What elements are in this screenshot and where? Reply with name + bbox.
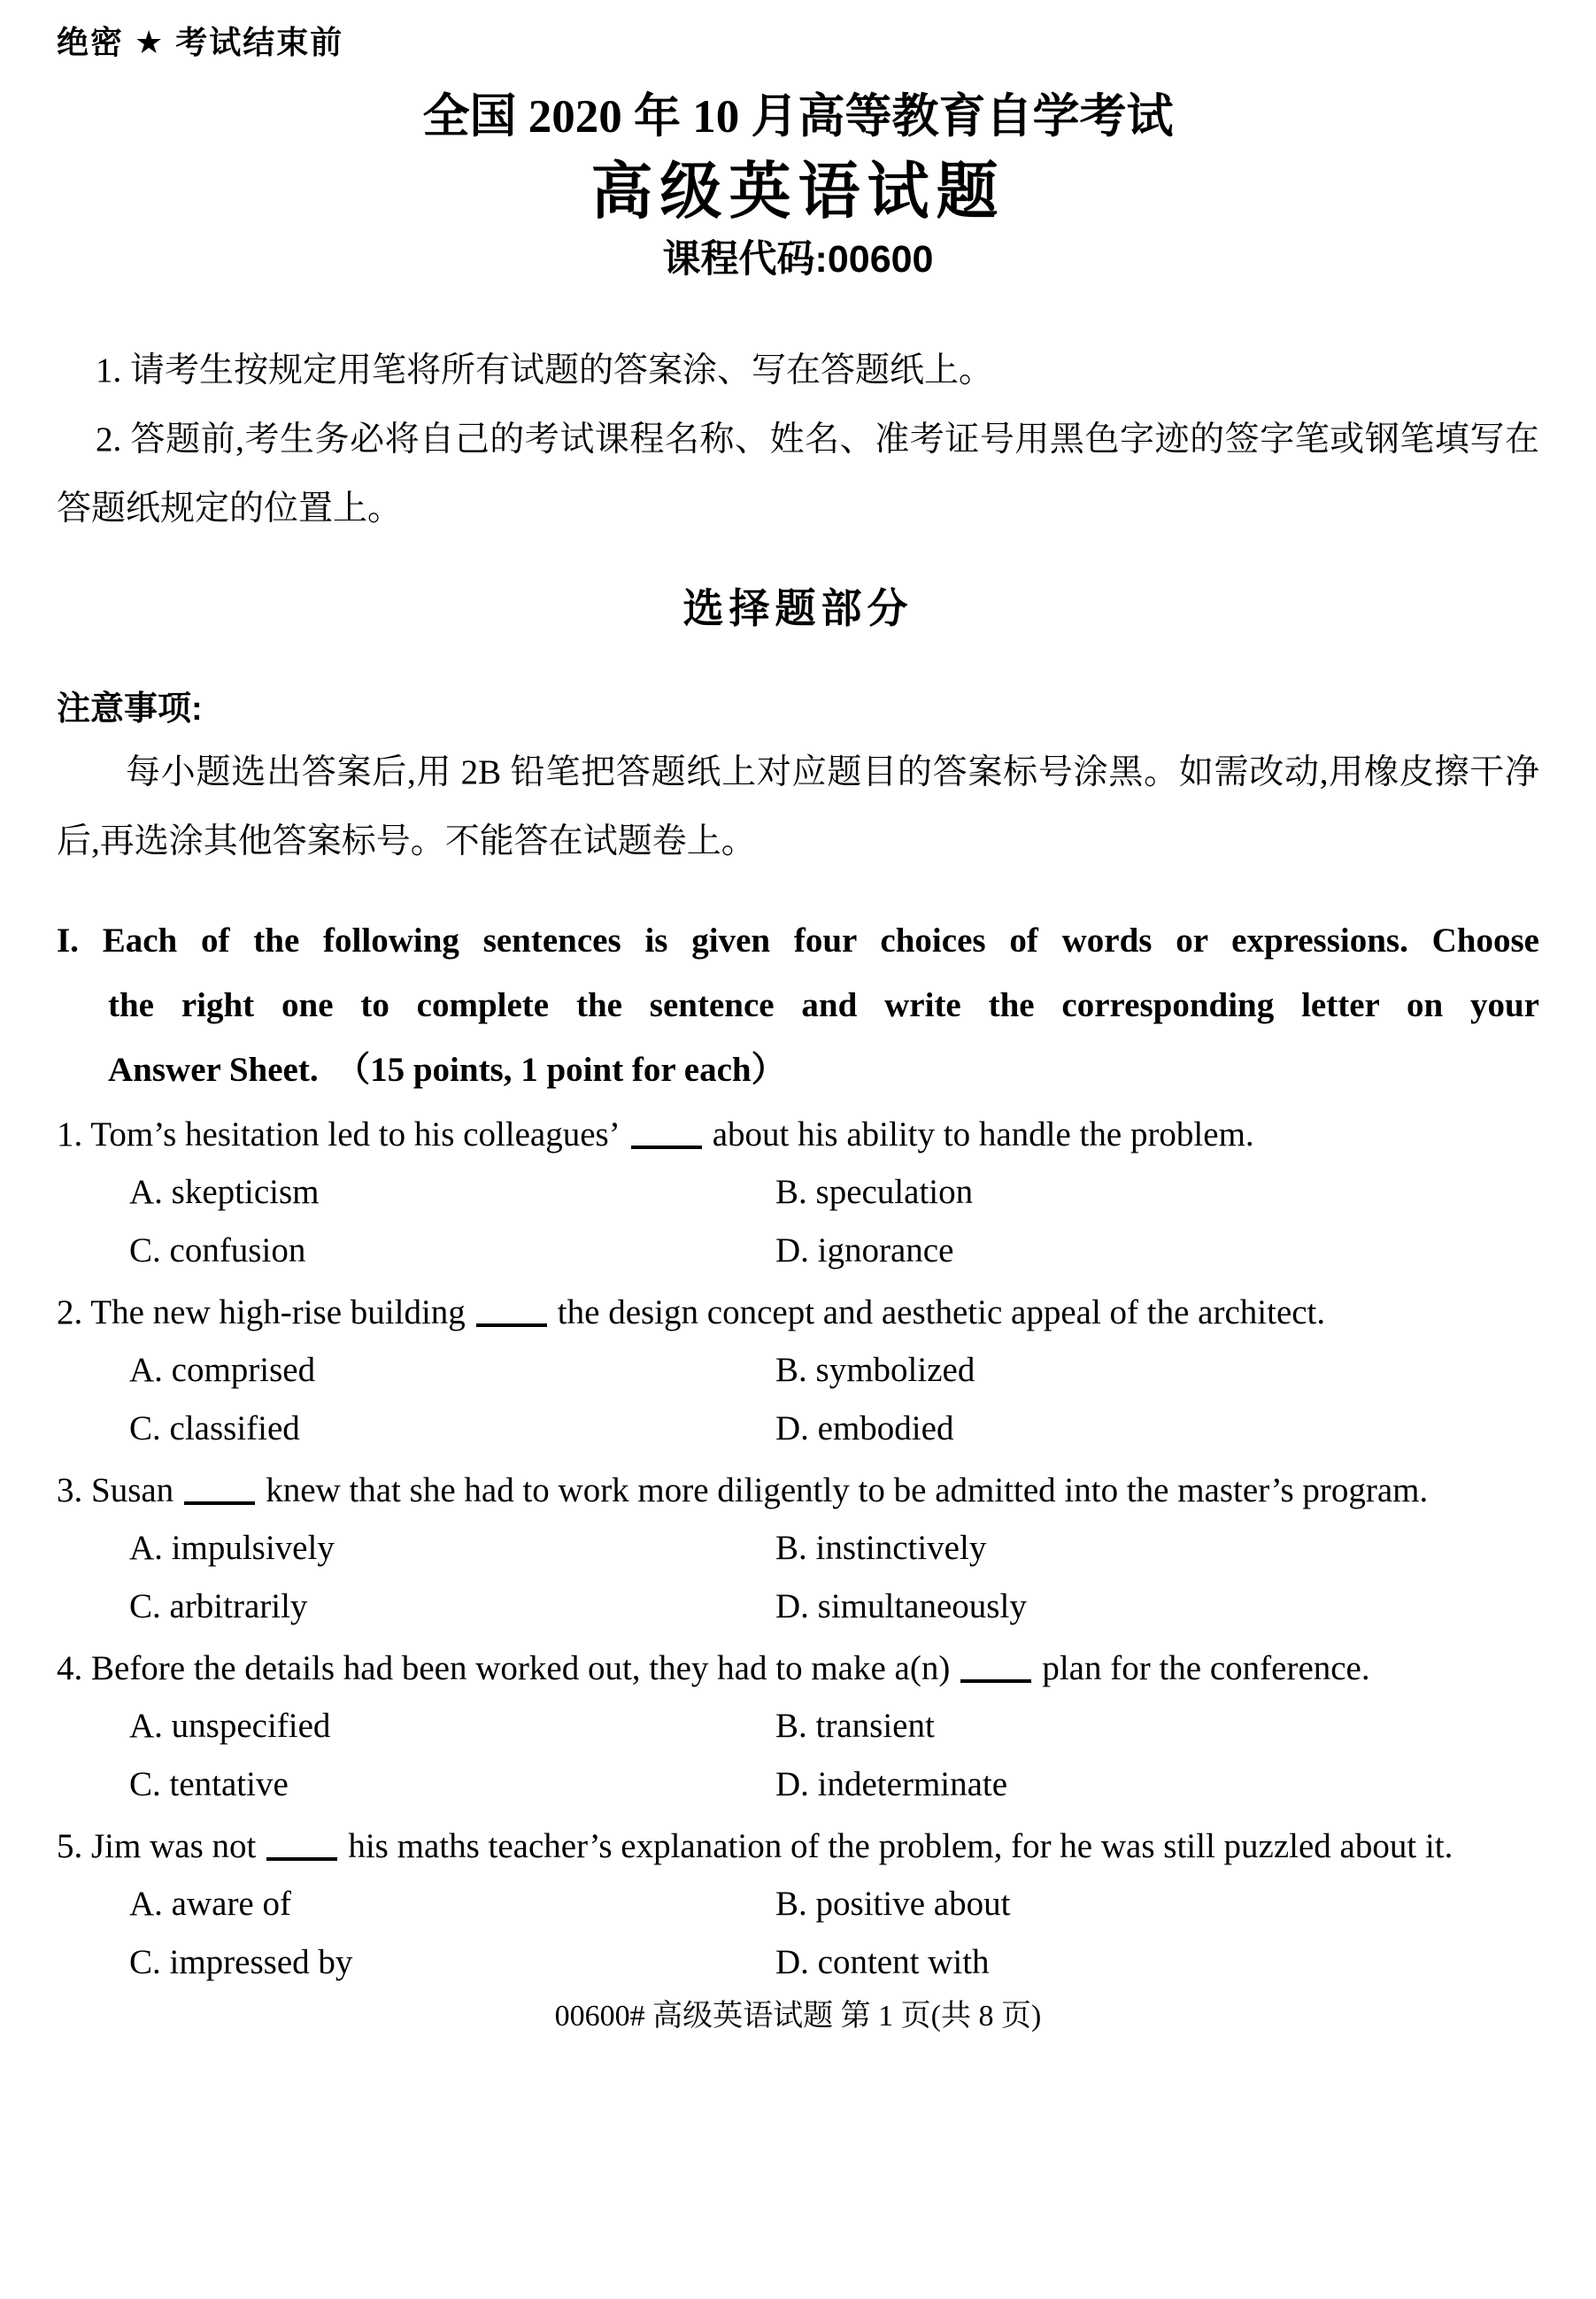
question-5-option-d: D. content with (775, 1943, 990, 1981)
question-5-text-before-blank: Jim was not (91, 1827, 257, 1865)
question-3-option-a: A. impulsively (129, 1529, 335, 1567)
question-1-option-a: A. skepticism (129, 1173, 320, 1211)
question-5-text-after-blank: his maths teacher’s explanation of the problem, for he was still puzzled about it. (348, 1827, 1453, 1865)
choice-section-heading: 选择题部分 (682, 585, 914, 631)
secrecy-notice: 绝密 ★ 考试结束前 (57, 24, 344, 60)
question-3-options (57, 1523, 1539, 1632)
question-5-answer-blank (266, 1850, 337, 1861)
question-4-text-before-blank: Before the details had been worked out, they had to make a(n) (91, 1649, 951, 1687)
question-5-option-b: B. positive about (775, 1885, 1011, 1923)
question-4-option-c: C. tentative (129, 1765, 289, 1803)
question-2-text-before-blank: The new high-rise building (90, 1293, 466, 1331)
question-1-answer-blank (631, 1138, 702, 1149)
question-2-number: 2. (57, 1293, 83, 1331)
question-3-number: 3. (57, 1471, 83, 1509)
question-3-text-after-blank: knew that she had to work more diligently to be admitted into the master’s program. (266, 1471, 1429, 1509)
question-4-options (57, 1701, 1539, 1810)
question-1-option-c: C. confusion (129, 1231, 306, 1269)
general-instructions (57, 336, 1539, 544)
question-5-options (57, 1879, 1539, 1988)
question-3-option-c: C. arbitrarily (129, 1587, 308, 1625)
question-2-stem (57, 1285, 1539, 1339)
question-3-answer-blank (184, 1494, 255, 1505)
question-2-option-a: A. comprised (129, 1351, 316, 1389)
question-1-stem (57, 1107, 1539, 1161)
question-4-stem (57, 1641, 1539, 1695)
question-4-option-b: B. transient (775, 1707, 935, 1745)
question-3-text-before-blank: Susan (91, 1471, 174, 1509)
question-3-option-d: D. simultaneously (775, 1587, 1027, 1625)
question-5-number: 5. (57, 1827, 83, 1865)
question-5-option-c: C. impressed by (129, 1943, 353, 1981)
notes-label: 注意事项: (57, 690, 203, 728)
question-1-option-d: D. ignorance (775, 1231, 954, 1269)
part-1-heading (57, 908, 1539, 1102)
question-1-text-before-blank: Tom’s hesitation led to his colleagues’ (90, 1115, 621, 1153)
question-3-stem (57, 1463, 1539, 1517)
question-4-option-d: D. indeterminate (775, 1765, 1008, 1803)
question-4-number: 4. (57, 1649, 83, 1687)
question-2-answer-blank (476, 1316, 547, 1327)
question-2-text-after-blank: the design concept and aesthetic appeal of the architect. (557, 1293, 1326, 1331)
notes-paragraph: 每小题选出答案后,用 2B 铅笔把答题纸上对应题目的答案标号涂黑。如需改动,用橡皮擦干净后,再选涂其他答案标号。不能答在试题卷上。 (57, 753, 1539, 860)
question-4-text-after-blank: plan for the conference. (1042, 1649, 1370, 1687)
question-1-options (57, 1167, 1539, 1277)
question-4-option-a: A. unspecified (129, 1707, 331, 1745)
part-1-heading-line-3: Answer Sheet. （15 points, 1 point for each） (108, 1051, 786, 1089)
page-footer: 00600# 高级英语试题 第 1 页(共 8 页) (554, 2000, 1042, 2033)
question-4-answer-blank (960, 1672, 1031, 1683)
question-1-text-after-blank: about his ability to handle the problem. (712, 1115, 1254, 1153)
question-1-option-b: B. speculation (775, 1173, 974, 1211)
question-2-option-b: B. symbolized (775, 1351, 975, 1389)
course-code: 课程代码:00600 (662, 238, 934, 281)
part-1-heading-line-2: the right one to complete the sentence and write the corresponding letter on your (108, 986, 1539, 1024)
question-2-option-d: D. embodied (775, 1409, 954, 1447)
paper-title: 高级英语试题 (590, 157, 1006, 226)
question-1-number: 1. (57, 1115, 83, 1153)
question-5-option-a: A. aware of (129, 1885, 291, 1923)
instruction-item-1: 1. 请考生按规定用笔将所有试题的答案涂、写在答题纸上。 (96, 351, 994, 390)
question-2-option-c: C. classified (129, 1409, 300, 1447)
exam-title: 全国 2020 年 10 月高等教育自学考试 (422, 91, 1174, 143)
question-3-option-b: B. instinctively (775, 1529, 987, 1567)
question-5-stem (57, 1819, 1539, 1873)
part-1-heading-line-1: I. Each of the following sentences is given four choices of words or expressions. Choose (57, 922, 1539, 960)
question-2-options (57, 1345, 1539, 1454)
instruction-item-2: 2. 答题前,考生务必将自己的考试课程名称、姓名、准考证号用黑色字迹的签字笔或钢笔填写在答题纸规定的位置上。 (57, 420, 1539, 528)
